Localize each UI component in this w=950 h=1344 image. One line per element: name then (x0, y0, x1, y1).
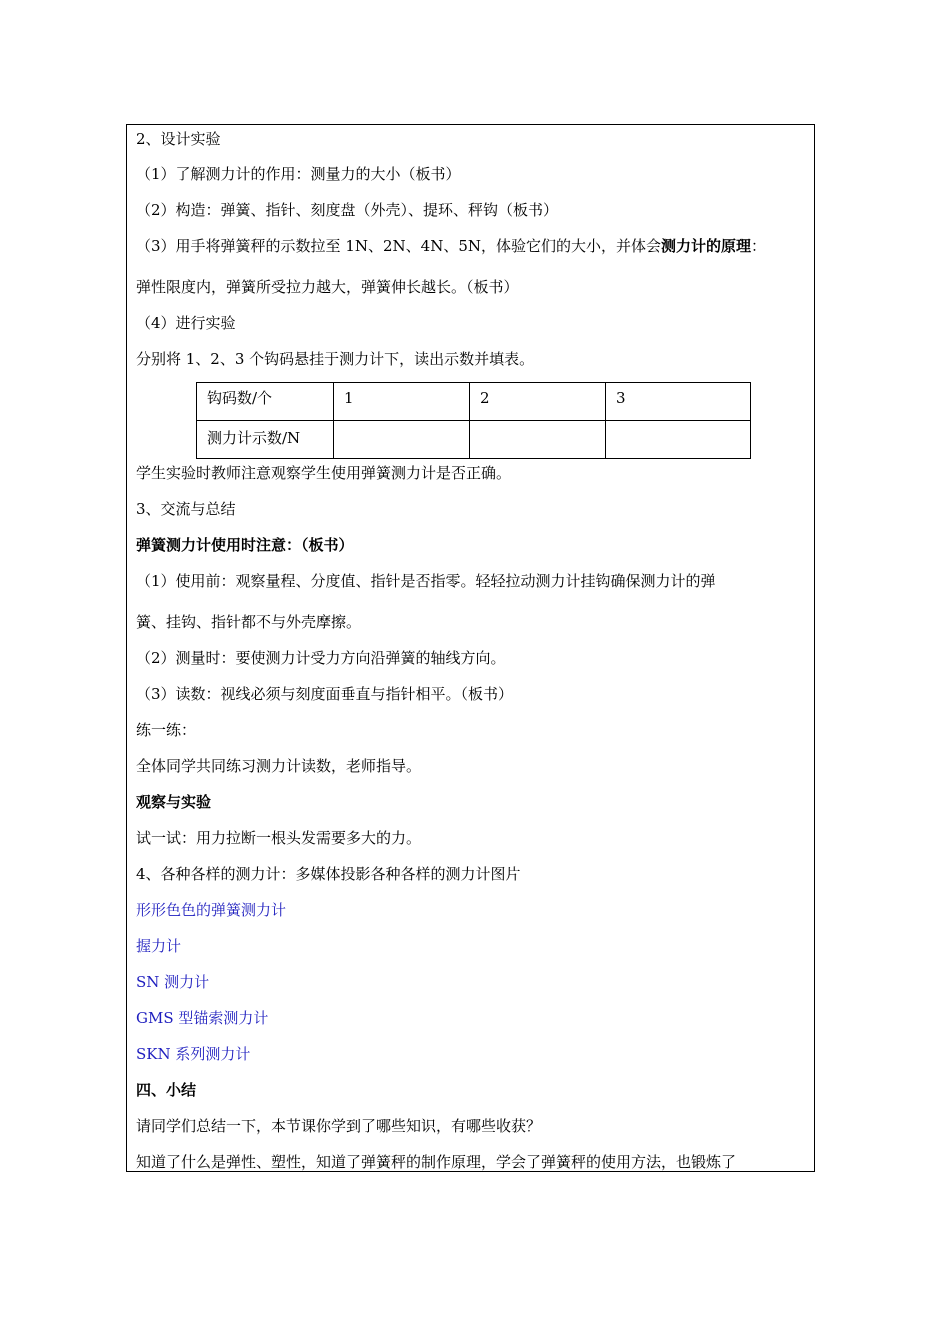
heading-summary: 四、小结 (136, 1081, 197, 1099)
table-cell: 2 (470, 383, 606, 421)
section-heading-summary: 3、交流与总结 (136, 500, 236, 518)
table-row (197, 383, 751, 421)
paragraph-try: 试一试：用力拉断一根头发需要多大的力。 (136, 829, 422, 847)
section-heading-design-experiment: 2、设计实验 (136, 130, 221, 148)
paragraph-summary-question: 请同学们总结一下，本节课你学到了哪些知识，有哪些收获？ (136, 1117, 542, 1135)
paragraph-experience (136, 236, 766, 256)
heading-practice: 练一练： (136, 721, 197, 739)
heading-observe-experiment: 观察与实验 (136, 793, 212, 811)
table-cell (470, 421, 606, 459)
table-cell: 1 (334, 383, 470, 421)
measurement-table (196, 382, 751, 459)
link-skn-dynamometer[interactable]: SKN 系列测力计 (136, 1045, 251, 1063)
paragraph-purpose: （1）了解测力计的作用：测量力的大小（板书） (136, 165, 461, 183)
paragraph-experience-colon: ： (751, 237, 767, 255)
paragraph-conduct-experiment: （4）进行实验 (136, 314, 236, 332)
paragraph-teacher-note: 学生实验时教师注意观察学生使用弹簧测力计是否正确。 (136, 464, 512, 482)
paragraph-experience-text: （3）用手将弹簧秤的示数拉至 1N、2N、4N、5N，体验它们的大小，并体会 (136, 237, 661, 255)
paragraph-practice: 全体同学共同练习测力计读数，老师指导。 (136, 757, 422, 775)
paragraph-structure: （2）构造：弹簧、指针、刻度盘（外壳）、提环、秤钩（板书） (136, 201, 559, 219)
paragraph-principle: 弹性限度内，弹簧所受拉力越大，弹簧伸长越长。（板书） (136, 278, 519, 296)
table-cell (606, 421, 751, 459)
table-cell: 钩码数/个 (197, 383, 334, 421)
link-sn-dynamometer[interactable]: SN 测力计 (136, 973, 210, 991)
link-spring-dynamometers[interactable]: 形形色色的弹簧测力计 (136, 901, 287, 919)
link-grip-dynamometer[interactable]: 握力计 (136, 937, 182, 955)
paragraph-instruction: 分别将 1、2、3 个钩码悬挂于测力计下，读出示数并填表。 (136, 350, 535, 368)
table-cell: 测力计示数/N (197, 421, 334, 459)
paragraph-summary-answer: 知道了什么是弹性、塑性，知道了弹簧秤的制作原理，学会了弹簧秤的使用方法，也锻炼了 (136, 1153, 737, 1171)
section-heading-various-meters: 4、各种各样的测力计：多媒体投影各种各样的测力计图片 (136, 865, 521, 883)
table-cell (334, 421, 470, 459)
paragraph-before-use: （1）使用前：观察量程、分度值、指针是否指零。轻轻拉动测力计挂钩确保测力计的弹 (136, 572, 716, 590)
link-gms-dynamometer[interactable]: GMS 型锚索测力计 (136, 1009, 269, 1027)
heading-usage-notes: 弹簧测力计使用时注意：（板书） (136, 536, 354, 554)
paragraph-reading: （3）读数：视线必须与刻度面垂直与指针相平。（板书） (136, 685, 514, 703)
paragraph-when-measuring: （2）测量时：要使测力计受力方向沿弹簧的轴线方向。 (136, 649, 506, 667)
table-cell: 3 (606, 383, 751, 421)
paragraph-before-use-cont: 簧、挂钩、指针都不与外壳摩擦。 (136, 613, 362, 631)
principle-emphasis: 测力计的原理 (661, 237, 752, 255)
table-row (197, 421, 751, 459)
content-frame (126, 124, 815, 1172)
